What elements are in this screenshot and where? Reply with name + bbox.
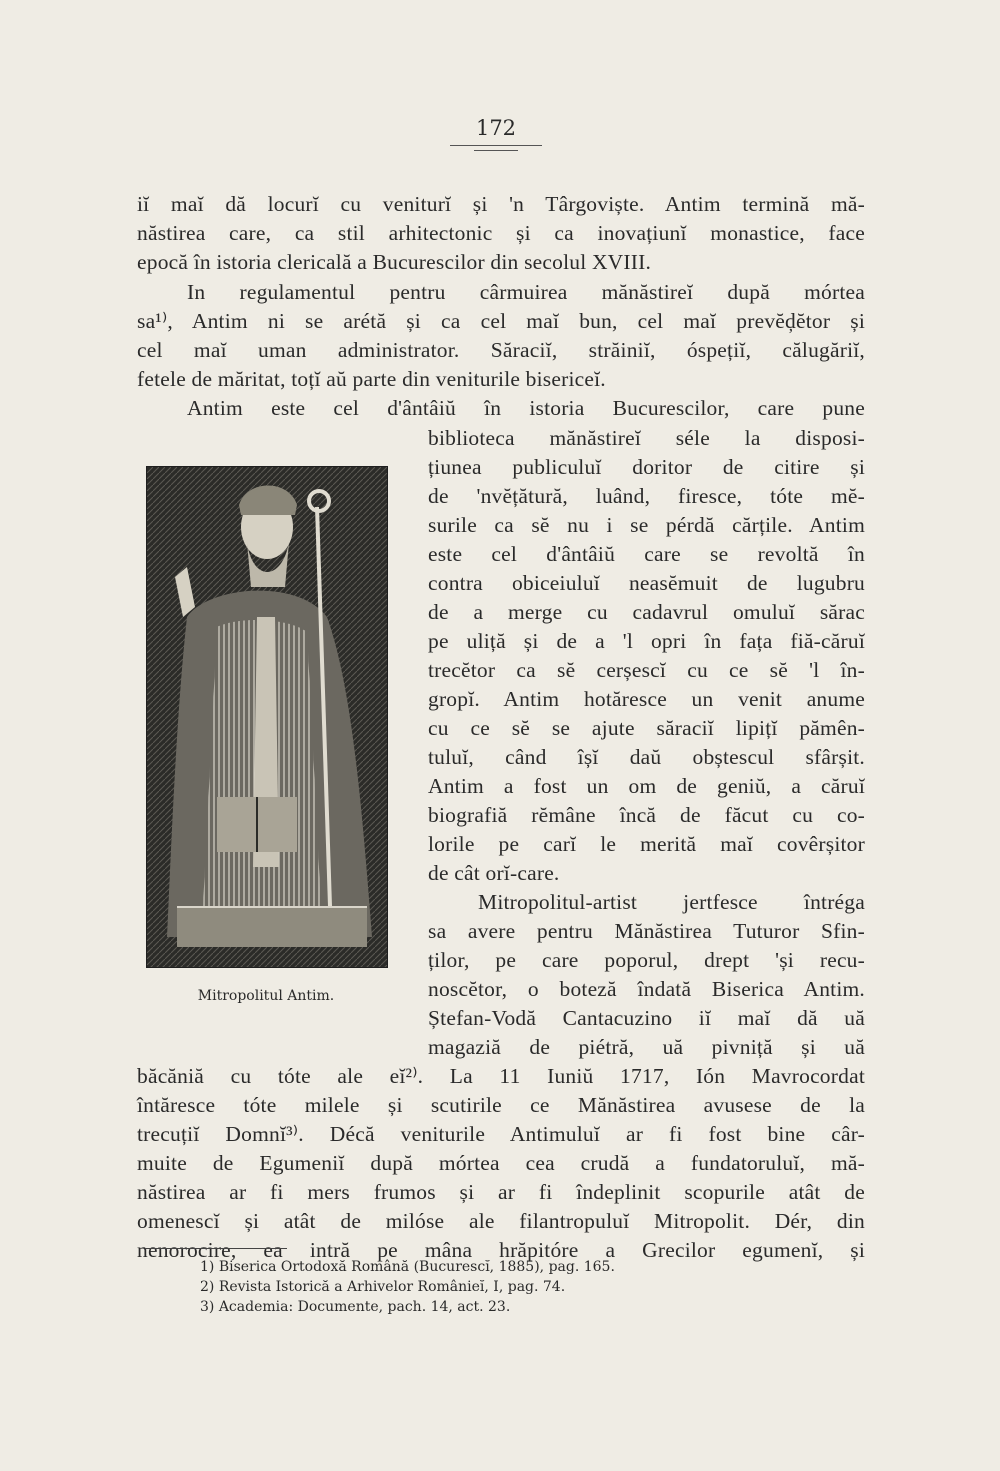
text-line: sa¹⁾, Antim ni se arétă și ca cel maĭ bun, cel maĭ prevĕḑĕtor și [137, 309, 865, 333]
figure-caption: Mitropolitul Antim. [197, 988, 335, 1004]
text-line: lorile pe carĭ le merită maĭ covêrșitor [428, 832, 865, 856]
text-line: băcăniă cu tóte ale eĭ²⁾. La 11 Iuniŭ 1717, Ión Mavrocordat [137, 1064, 865, 1088]
text-line: cel maĭ uman administrator. Săraciĭ, străiniĭ, óspețiĭ, călugăriĭ, [137, 338, 865, 362]
text-line: Antim este cel d'ântâiŭ în istoria Bucurescilor, care pune [187, 396, 865, 420]
text-line: năstirea ar fi mers frumos și ar fi îndeplinit scopurile atât de [137, 1180, 865, 1204]
footnote: 2) Revista Istorică a Arhivelor Românieĭ, I, pag. 74. [200, 1279, 566, 1295]
text-line: biografiă rĕmâne încă de făcut cu co- [428, 803, 865, 827]
text-line: cu ce sĕ se ajute săraciĭ lipițĭ pămên- [428, 716, 865, 740]
text-line: gropĭ. Antim hotăresce un venit anume [428, 687, 865, 711]
text-line: este cel d'ântâiŭ care se revoltă în [428, 542, 865, 566]
text-line: In regulamentul pentru cârmuirea mănăstireĭ după mórtea [187, 280, 865, 304]
text-line: surile ca sĕ nu i se pérdă cărțile. Antim [428, 513, 865, 537]
text-line: de 'nvĕțătură, luând, firesce, tóte mĕ- [428, 484, 865, 508]
text-line: trecĕtor ca sĕ cerșescĭ cu ce sĕ 'l în- [428, 658, 865, 682]
text-line: fetele de măritat, toțĭ aŭ parte din veniturile bisericeĭ. [137, 367, 606, 391]
page-number-rule-short [474, 150, 518, 151]
text-line: ților, pe care poporul, drept 'și recu- [428, 948, 865, 972]
text-line: epocă în istoria clericală a Bucurescilor din secolul XVIII. [137, 250, 652, 274]
page-number: 172 [475, 116, 517, 140]
text-line: muite de Egumeniĭ după mórtea cea crudă a fundatoruluĭ, mă- [137, 1151, 865, 1175]
page-number-rule [450, 145, 542, 146]
text-line: biblioteca mănăstireĭ séle la disposi- [428, 426, 865, 450]
text-line: trecuțiĭ Domnĭ³⁾. Décă veniturile Antimuluĭ ar fi fost bine câr- [137, 1122, 865, 1146]
text-line: de cât orĭ-care. [428, 861, 560, 885]
text-line: sa avere pentru Mănăstirea Tuturor Sfin- [428, 919, 865, 943]
text-line: întăresce tóte milele și scutirile ce Mănăstirea avusese de la [137, 1093, 865, 1117]
portrait-engraving [146, 466, 388, 968]
text-line: năstirea care, ca stil arhitectonic și ca inovațiunĭ monastice, face [137, 221, 865, 245]
text-line: magaziă de piétră, uă pivniță și uă [428, 1035, 865, 1059]
text-line: Antim a fost un om de geniŭ, a căruĭ [428, 774, 865, 798]
text-line: omenescĭ și atât de milóse ale filantropuluĭ Mitropolit. Dér, din [137, 1209, 865, 1233]
footnote: 1) Biserica Ortodoxă Română (Bucurescĭ, 1885), pag. 165. [200, 1259, 615, 1275]
engraving-drawing [147, 467, 387, 967]
text-line: iĭ maĭ dă locurĭ cu veniturĭ și 'n Târgoviște. Antim termină mă- [137, 192, 865, 216]
footnote: 3) Academia: Documente, pach. 14, act. 23. [200, 1299, 511, 1315]
text-line: contra obiceiuluĭ neasĕmuit de lugubru [428, 571, 865, 595]
text-line: tuluĭ, când îșĭ daŭ obștescul sfârșit. [428, 745, 865, 769]
text-line: de a merge cu cadavrul omuluĭ sărac [428, 600, 865, 624]
text-line: pe uliță și de a 'l opri în fața fiă-căruĭ [428, 629, 865, 653]
text-line: noscĕtor, o boteză îndată Biserica Antim. [428, 977, 865, 1001]
text-line: țiunea publiculuĭ doritor de citire și [428, 455, 865, 479]
text-line: Ștefan-Vodă Cantacuzino iĭ maĭ dă uă [428, 1006, 865, 1030]
text-line: Mitropolitul-artist jertfesce întréga [478, 890, 865, 914]
footnote-rule [145, 1248, 287, 1249]
text-line: nenorocire, ea intră pe mâna hrăpitóre a Grecilor egumenĭ, și [137, 1238, 865, 1262]
